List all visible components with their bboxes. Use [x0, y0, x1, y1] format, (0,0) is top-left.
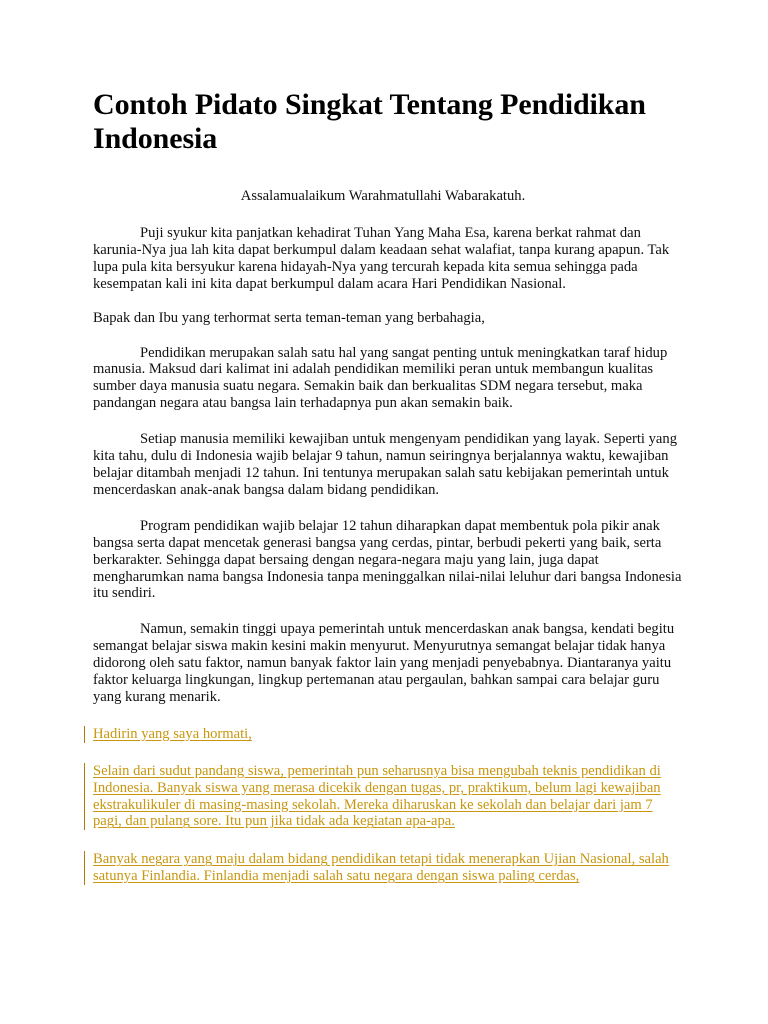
linked-paragraph-audience[interactable]: Hadirin yang saya hormati, [93, 726, 683, 743]
linked-paragraph-finland[interactable]: Banyak negara yang maju dalam bidang pendidikan tetapi tidak menerapkan Ujian Nasional, salah satunya Finlandia. Finlandia menjadi salah satu negara dengan siswa paling cerdas, [93, 851, 683, 885]
document-page [93, 88, 683, 885]
document-title: Contoh Pidato Singkat Tentang Pendidikan Indonesia [93, 88, 646, 155]
linked-paragraph-government[interactable]: Selain dari sudut pandang siswa, pemerintah pun seharusnya bisa mengubah teknis pendidikan di Indonesia. Banyak siswa yang merasa dicekik dengan tugas, pr, praktikum, belum lagi kewajiban ekstrakulikuler di masing-masing sekolah. Mereka diharuskan ke sekolah dan belajar dari jam 7 pagi, dan pulang sore. Itu pun jika tidak ada kegiatan apa-apa. [93, 763, 683, 831]
paragraph-importance: Pendidikan merupakan salah satu hal yang sangat penting untuk meningkatkan taraf hidup manusia. Maksud dari kalimat ini adalah pendidikan memiliki peran untuk membangun kualitas sumber daya manusia suatu negara. Semakin baik dan berkualitas SDM negara tersebut, maka pandangan negara atau bangsa lain terhadapnya pun akan semakin baik. [93, 344, 668, 412]
paragraph-opening: Puji syukur kita panjatkan kehadirat Tuhan Yang Maha Esa, karena berkat rahmat dan karunia-Nya jua lah kita dapat berkumpul dalam keadaan sehat walafiat, tanpa kurang apapun. Tak lupa pula kita bersyukur karena hidayah-Nya yang tercurah kepada kita semua sehingga pada kesempatan kali ini kita dapat berkumpul dalam acara Hari Pendidikan Nasional. [93, 225, 670, 292]
paragraph-address: Bapak dan Ibu yang terhormat serta teman-teman yang berbahagia, [93, 309, 485, 326]
greeting-line: Assalamualaikum Warahmatullahi Wabarakatuh. [240, 188, 526, 204]
paragraph-decline: Namun, semakin tinggi upaya pemerintah untuk mencerdaskan anak bangsa, kendati begitu semangat belajar siswa makin kesini makin menyurut. Menyurutnya semangat belajar tidak hanya didorong oleh satu faktor, namun banyak faktor lain yang menjadi penyebabnya. Diantaranya yaitu faktor keluarga lingkungan, lingkup pertemanan atau pergaulan, bahkan sampai cara belajar guru yang kurang menarik. [93, 621, 675, 705]
paragraph-obligation: Setiap manusia memiliki kewajiban untuk mengenyam pendidikan yang layak. Seperti yang kita tahu, dulu di Indonesia wajib belajar 9 tahun, namun seiringnya berjalannya waktu, kewajiban belajar ditambah menjadi 12 tahun. Ini tentunya merupakan salah satu kebijakan pemerintah untuk mencerdaskan anak-anak bangsa dalam bidang pendidikan. [93, 431, 677, 498]
paragraph-program: Program pendidikan wajib belajar 12 tahun diharapkan dapat membentuk pola pikir anak bangsa serta dapat mencetak generasi bangsa yang cerdas, pintar, berbudi pekerti yang baik, serta berkarakter. Sehingga dapat bersaing dengan negara-negara maju yang lain, juga dapat mengharumkan nama bangsa Indonesia tanpa meninggalkan nilai-nilai leluhur dari bangsa Indonesia itu sendiri. [93, 517, 682, 602]
